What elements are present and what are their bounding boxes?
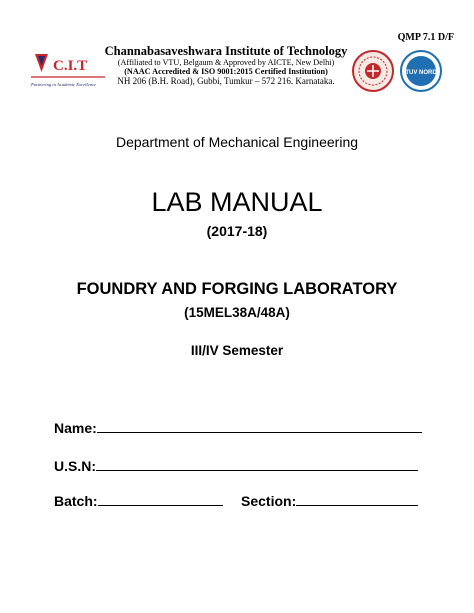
cit-logo — [27, 50, 107, 96]
section-blank-line[interactable] — [296, 491, 418, 506]
tuv-cert-text: TUV NORD — [405, 70, 437, 76]
cit-logo-text: C.I.T — [53, 58, 88, 74]
section-field[interactable] — [241, 491, 418, 509]
institute-header — [100, 44, 352, 86]
course-code: (15MEL38A/48A) — [184, 305, 290, 320]
batch-blank-line[interactable] — [98, 491, 223, 506]
academic-year: (2017-18) — [206, 223, 268, 239]
naac-seal-icon — [353, 51, 393, 91]
affiliation-text: (Affiliated to VTU, Belgaum & Approved by AICTE, New Delhi) — [117, 58, 335, 67]
institute-name: Channabasaveshwara Institute of Technology — [104, 44, 348, 58]
tuv-certification-icon — [401, 51, 441, 91]
cit-tagline: Partnering in Academic Excellence — [31, 82, 97, 87]
document-code: QMP 7.1 D/F — [397, 32, 454, 43]
institute-address: NH 206 (B.H. Road), Gubbi, Tumkur – 572 216. Karnataka. — [117, 76, 335, 87]
batch-field[interactable] — [54, 491, 223, 509]
name-field[interactable] — [54, 418, 422, 436]
accreditation-text: (NAAC Accredited & ISO 9001:2015 Certified Institution) — [124, 67, 328, 77]
usn-label: U.S.N: — [54, 458, 96, 474]
certification-logos — [351, 46, 447, 96]
department-title: Department of Mechanical Engineering — [115, 134, 359, 150]
batch-label: Batch: — [54, 493, 98, 509]
name-label: Name: — [54, 420, 97, 436]
usn-field[interactable] — [54, 456, 418, 474]
page-title: LAB MANUAL — [151, 187, 323, 217]
section-label: Section: — [241, 493, 297, 509]
usn-blank-line[interactable] — [96, 456, 418, 471]
semester: III/IV Semester — [190, 343, 284, 358]
name-blank-line[interactable] — [97, 418, 422, 433]
lab-name: FOUNDRY AND FORGING LABORATORY — [76, 280, 398, 298]
